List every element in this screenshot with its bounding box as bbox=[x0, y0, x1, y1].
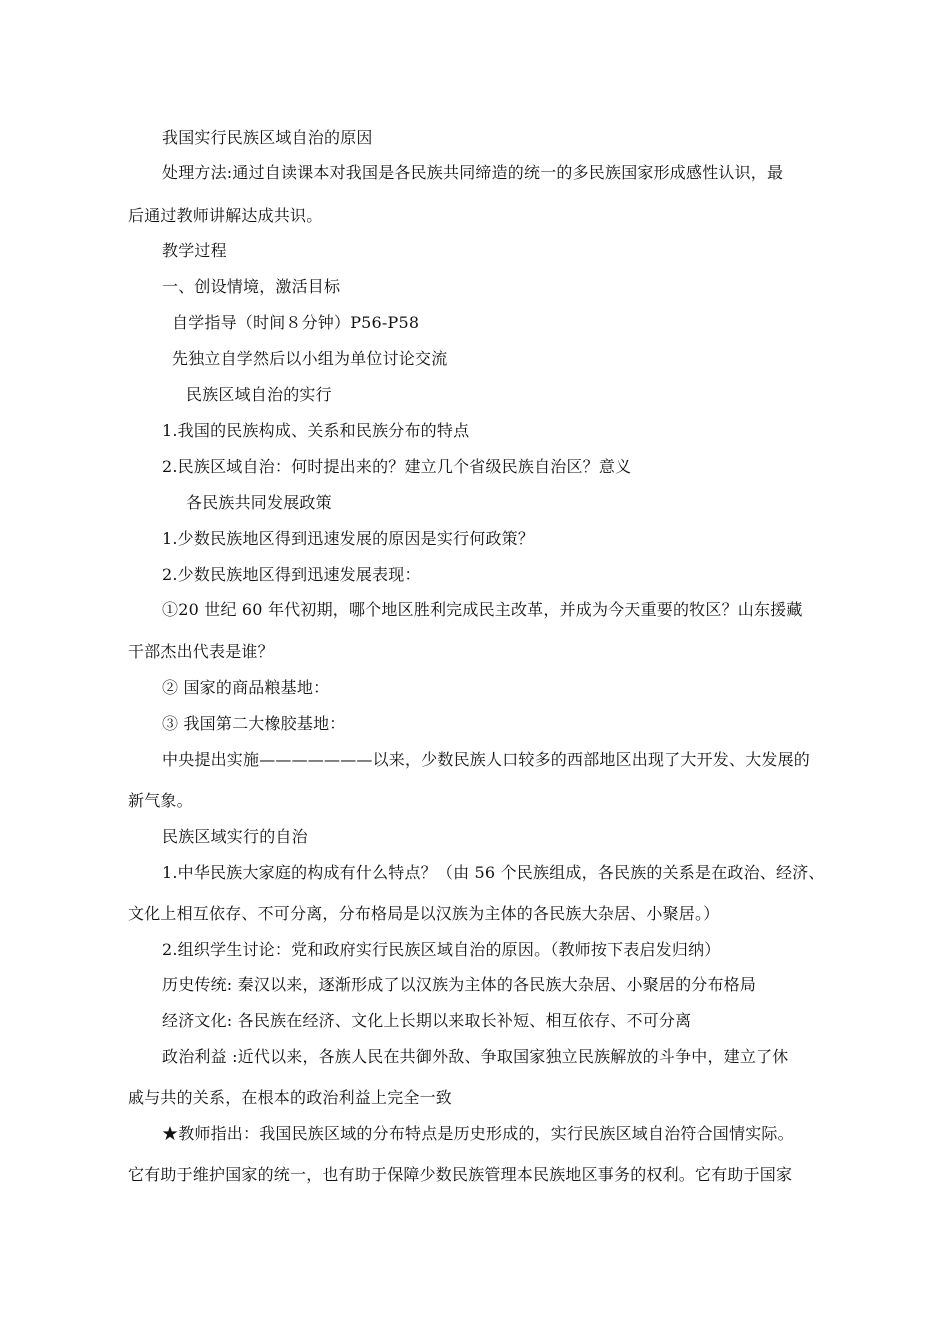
paragraph-method: 处理方法:通过自读课本对我国是各民族共同缔造的统一的多民族国家形成感性认识，最 bbox=[162, 163, 784, 182]
reason-politics: 政治利益 :近代以来，各族人民在共御外敌、争取国家独立民族解放的斗争中，建立了休 bbox=[162, 1047, 789, 1066]
teacher-note-cont: 它有助于维护国家的统一，也有助于保障少数民族管理本民族地区事务的权利。它有助于国家 bbox=[128, 1165, 793, 1184]
heading-section-one: 一、创设情境，激活目标 bbox=[162, 277, 341, 296]
question-2: 2.民族区域自治：何时提出来的？建立几个省级民族自治区？意义 bbox=[162, 457, 632, 476]
self-study-instruction: 先独立自学然后以小组为单位讨论交流 bbox=[172, 349, 448, 368]
question-family: 1.中华民族大家庭的构成有什么特点？（由 56 个民族组成，各民族的关系是在政治、经济、 bbox=[162, 863, 825, 882]
question-1: 1.我国的民族构成、关系和民族分布的特点 bbox=[162, 421, 470, 440]
item-circled-1-cont: 干部杰出代表是谁？ bbox=[128, 642, 274, 661]
item-circled-2: ② 国家的商品粮基地： bbox=[162, 678, 330, 697]
heading-reason: 我国实行民族区域自治的原因 bbox=[162, 128, 373, 147]
item-circled-3: ③ 我国第二大橡胶基地： bbox=[162, 714, 346, 733]
heading-teaching-process: 教学过程 bbox=[162, 241, 227, 260]
subheading-regional: 民族区域实行的自治 bbox=[162, 827, 308, 846]
reason-economy: 经济文化: 各民族在经济、文化上长期以来取长补短、相互依存、不可分离 bbox=[162, 1011, 692, 1030]
question-discussion: 2.组织学生讨论：党和政府实行民族区域自治的原因。（教师按下表启发归纳） bbox=[162, 940, 721, 959]
reason-politics-cont: 戚与共的关系，在根本的政治利益上完全一致 bbox=[128, 1088, 453, 1107]
subheading-development: 各民族共同发展政策 bbox=[186, 493, 332, 512]
item-circled-1: ①20 世纪 60 年代初期，哪个地区胜利完成民主改革，并成为今天重要的牧区？山东援藏 bbox=[162, 600, 803, 619]
paragraph-central-cont: 新气象。 bbox=[128, 791, 193, 810]
subheading-autonomy: 民族区域自治的实行 bbox=[186, 385, 332, 404]
question-family-cont: 文化上相互依存、不可分离，分布格局是以汉族为主体的各民族大杂居、小聚居。） bbox=[128, 904, 720, 923]
teacher-note: ★教师指出：我国民族区域的分布特点是历史形成的，实行民族区域自治符合国情实际。 bbox=[162, 1124, 794, 1143]
question-dev-1: 1.少数民族地区得到迅速发展的原因是实行何政策？ bbox=[162, 529, 535, 548]
paragraph-method-cont: 后通过教师讲解达成共识。 bbox=[128, 206, 323, 225]
question-dev-2: 2.少数民族地区得到迅速发展表现： bbox=[162, 565, 421, 584]
reason-history: 历史传统: 秦汉以来，逐渐形成了以汉族为主体的各民族大杂居、小聚居的分布格局 bbox=[162, 975, 757, 994]
self-study-guide: 自学指导（时间８分钟）P56-P58 bbox=[172, 313, 420, 332]
paragraph-central: 中央提出实施———————以来，少数民族人口较多的西部地区出现了大开发、大发展的 bbox=[162, 750, 811, 769]
